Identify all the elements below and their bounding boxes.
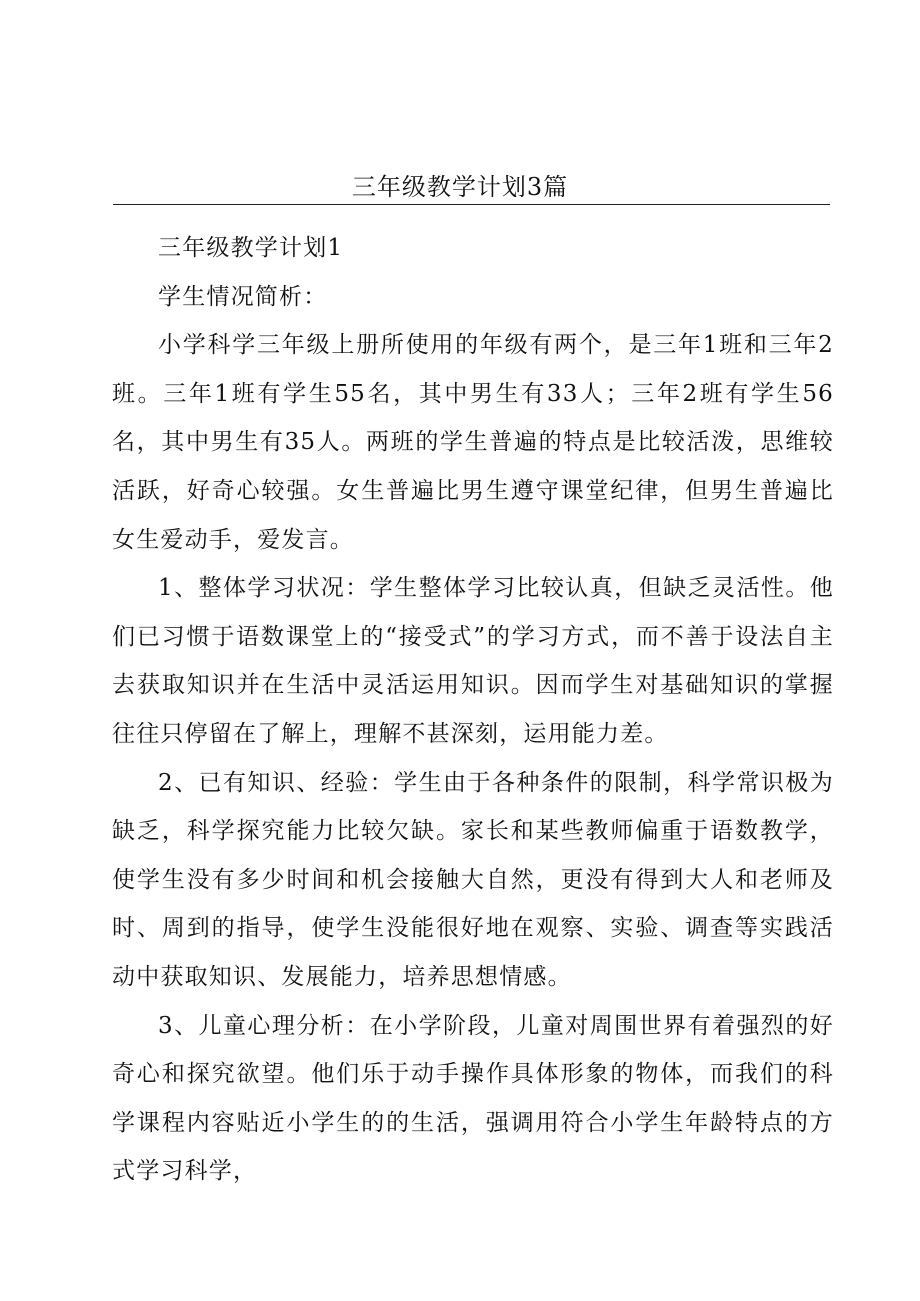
paragraph-child-psychology: 3、儿童心理分析：在小学阶段，儿童对周围世界有着强烈的好奇心和探究欲望。他们乐于动手操作具体形象的物体，而我们的科学课程内容贴近小学生的的生活，强调用符合小学生年龄特点的方式学习科学， <box>112 1012 834 1185</box>
document-body <box>112 224 834 1196</box>
paragraph-prior-knowledge: 2、已有知识、经验：学生由于各种条件的限制，科学常识极为缺乏，科学探究能力比较欠缺。家长和某些教师偏重于语数教学，使学生没有多少时间和机会接触大自然，更没有得到大人和老师及时、周到的指导，使学生没能很好地在观察、实验、调查等实践活动中获取知识、发展能力，培养思想情感。 <box>112 769 834 990</box>
subheading: 学生情况简析： <box>158 283 328 310</box>
paragraph-learning-status: 1、整体学习状况：学生整体学习比较认真，但缺乏灵活性。他们已习惯于语数课堂上的“接受式”的学习方式，而不善于设法自主去获取知识并在生活中灵活运用知识。因而学生对基础知识的掌握往往只停留在了解上，理解不甚深刻，运用能力差。 <box>112 575 834 747</box>
document-title: 三年级教学计划3篇 <box>351 173 569 201</box>
section-heading: 三年级教学计划1 <box>158 235 344 261</box>
paragraph-class-overview: 小学科学三年级上册所使用的年级有两个，是三年1班和三年2班。三年1班有学生55名，其中男生有33人；三年2班有学生56名，其中男生有35人。两班的学生普遍的特点是比较活泼，思维较活跃，好奇心较强。女生普遍比男生遵守课堂纪律，但男生普遍比女生爱动手，爱发言。 <box>112 332 834 553</box>
title-underline <box>113 204 830 205</box>
